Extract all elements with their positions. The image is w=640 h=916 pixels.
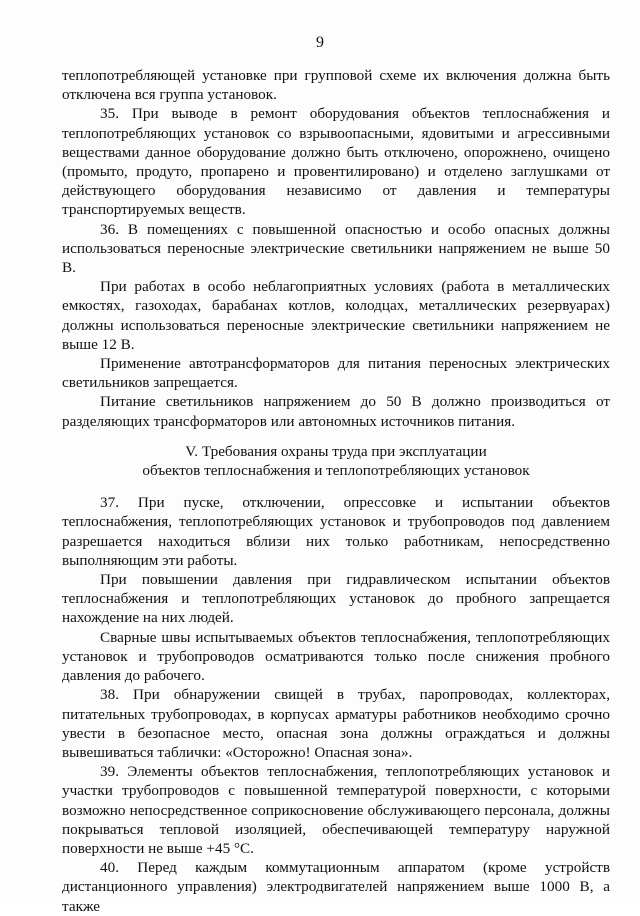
paragraph-hydraulic-test: При повышении давления при гидравлическом испытании объектов теплоснабжения и теплопотребляющих установок до пробного запрещается нахождение на них людей. <box>62 571 610 627</box>
paragraph-item-37: 37. При пуске, отключении, опрессовке и испытании объектов теплоснабжения, теплопотребляющих установок и трубопроводов под давлением разрешается находиться вблизи них только работникам, непосредственно выполняющим эти работы. <box>62 494 610 569</box>
paragraph-weld-inspection: Сварные швы испытываемых объектов теплоснабжения, теплопотребляющих установок и трубопроводов осматриваются только после снижения пробного давления до рабочего. <box>62 628 610 685</box>
section-heading <box>62 442 610 480</box>
section-heading-line-2: объектов теплоснабжения и теплопотребляющих установок <box>142 462 530 480</box>
paragraph-continuation: теплопотребляющей установке при групповой схеме их включения должна быть отключена вся группа установок. <box>62 67 610 104</box>
page-number: 9 <box>316 34 324 51</box>
paragraph-low-voltage-lamps: При работах в особо неблагоприятных условиях (работа в металлических емкостях, газоходах, барабанах котлов, колодцах, металлических резервуарах) должны использоваться переносные электрические светильники напряжением не выше 12 В. <box>62 278 610 353</box>
paragraph-item-38: 38. При обнаружении свищей в трубах, паропроводах, коллекторах, питательных трубопроводах, в корпусах арматуры работников необходимо срочно увести в безопасное место, опасная зона должны ограждаться и должны вывешиваться таблички: «Осторожно! Опасная зона». <box>62 686 610 761</box>
paragraph-item-39: 39. Элементы объектов теплоснабжения, теплопотребляющих установок и участки трубопроводов с повышенной температурой поверхности, с которыми возможно непосредственное соприкосновение обслуживающего персонала, должны покрываться тепловой изоляцией, обеспечивающей температуру наружной поверхности не выше +45 °С. <box>62 763 610 857</box>
paragraph-item-35: 35. При выводе в ремонт оборудования объектов теплоснабжения и теплопотребляющих установок со взрывоопасными, ядовитыми и агрессивными веществами данное оборудование должно быть отключено, опорожнено, очищено (промыто, продуто, пропарено и провентилировано) и отделено заглушками от действующего оборудования независимо от давления и температуры транспортируемых веществ. <box>62 105 610 219</box>
paragraph-lamp-power-supply: Питание светильников напряжением до 50 В должно производиться от разделяющих трансформаторов или автономных источников питания. <box>62 393 610 430</box>
paragraph-item-40: 40. Перед каждым коммутационным аппаратом (кроме устройств дистанционного управления) электродвигателей напряжением выше 1000 В, а также <box>62 859 610 915</box>
paragraph-autotransformers: Применение автотрансформаторов для питания переносных электрических светильников запрещается. <box>62 355 610 392</box>
document-body <box>62 66 610 916</box>
section-heading-line-1: V. Требования охраны труда при эксплуатации <box>185 442 487 460</box>
paragraph-item-36: 36. В помещениях с повышенной опасностью и особо опасных должны использоваться переносные электрические светильники напряжением не выше 50 В. <box>62 220 610 277</box>
